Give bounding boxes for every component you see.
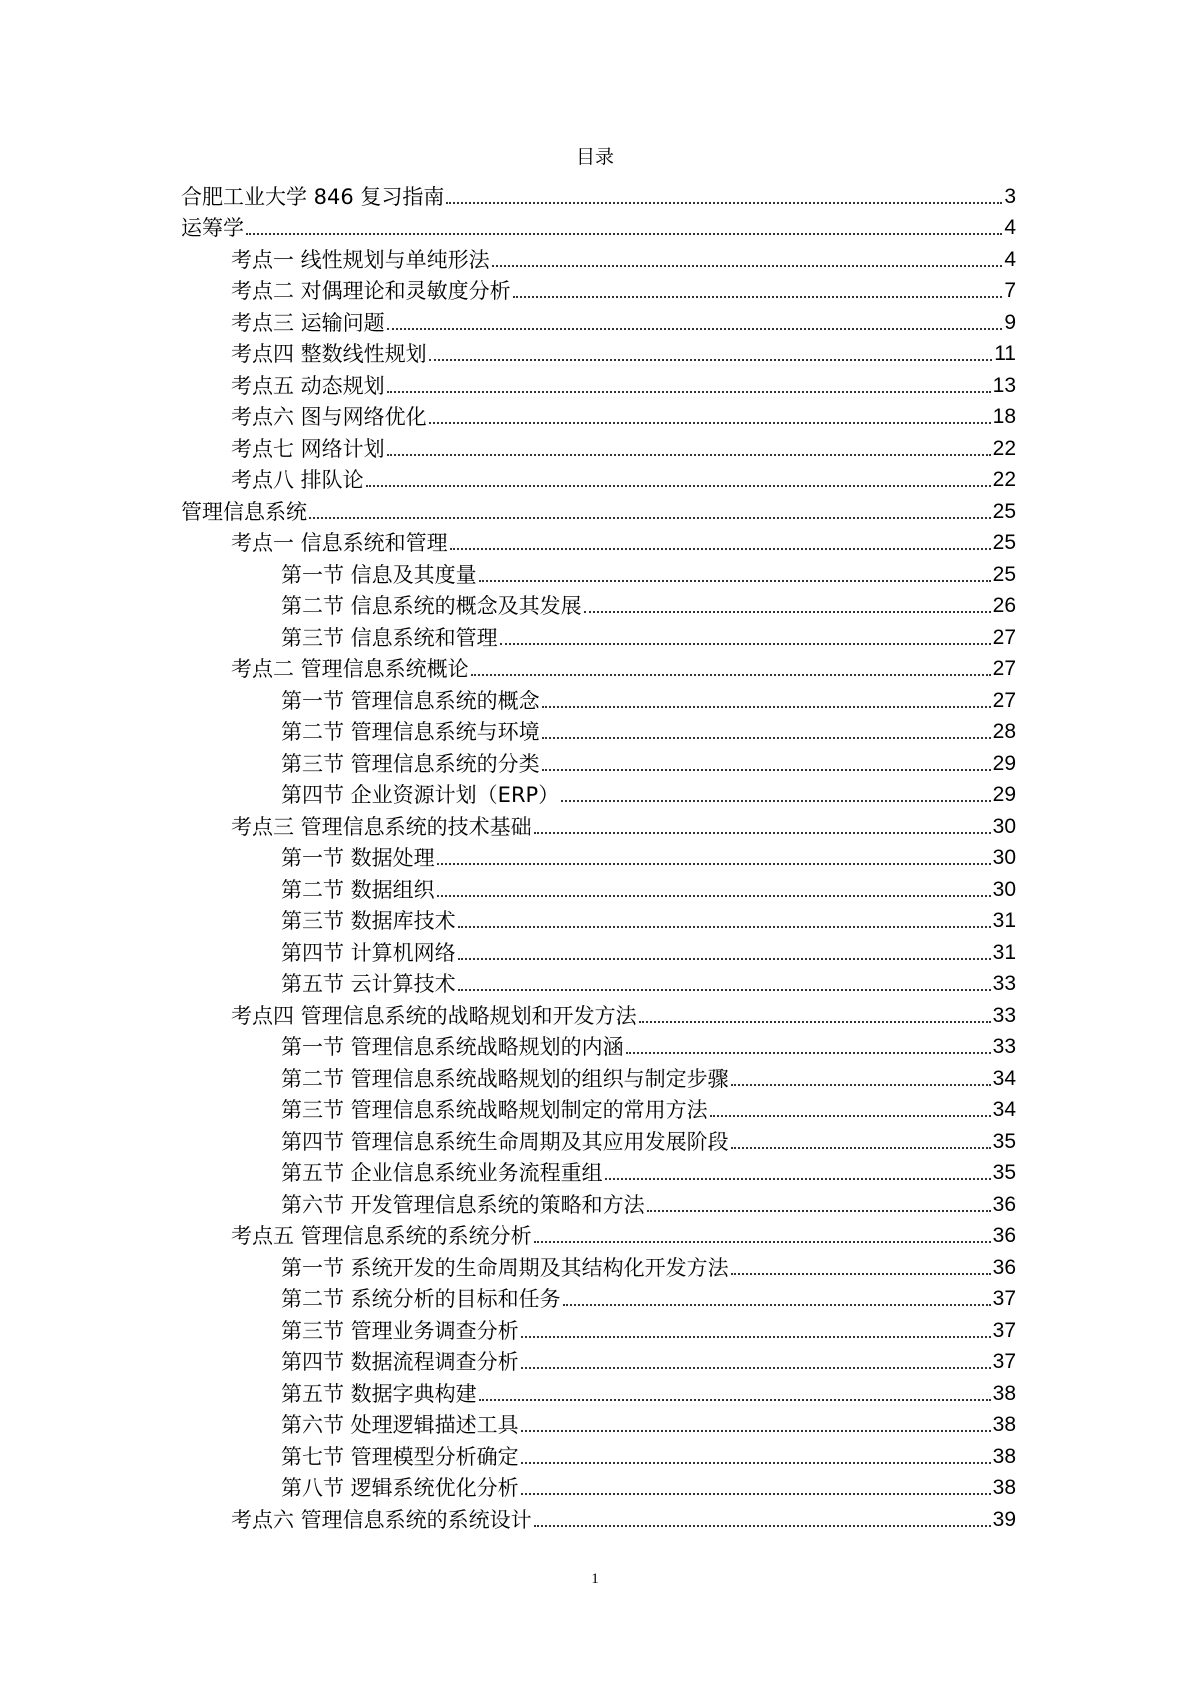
dot-leader [513, 296, 1003, 298]
toc-entry-text: 合肥工业大学 846 复习指南 [181, 184, 445, 209]
toc-entry-text: 第五节 企业信息系统业务流程重组 [281, 1161, 603, 1185]
dot-leader [647, 1210, 991, 1212]
toc-entry[interactable] [181, 1092, 1016, 1124]
toc-entry-page: 25 [992, 499, 1016, 523]
toc-entry[interactable] [181, 966, 1016, 998]
dot-leader [387, 328, 1003, 330]
dot-leader [246, 233, 1002, 235]
dot-leader [521, 1493, 991, 1495]
toc-entry-text: 考点三 管理信息系统的技术基础 [231, 814, 532, 839]
toc-entry-text: 第八节 逻辑系统优化分析 [281, 1476, 519, 1500]
dot-leader [731, 1147, 991, 1149]
toc-entry-text: 第七节 管理模型分析确定 [281, 1444, 519, 1469]
dot-leader [437, 863, 991, 865]
toc-entry[interactable] [181, 651, 1016, 683]
toc-entry-page: 25 [992, 562, 1016, 586]
toc-entry-page: 25 [992, 531, 1016, 554]
toc-entry-text: 考点二 管理信息系统概论 [231, 657, 469, 681]
dot-leader [458, 989, 991, 991]
toc-entry-text: 第一节 系统开发的生命周期及其结构化开发方法 [281, 1255, 729, 1280]
toc-entry-text: 第三节 管理信息系统的分类 [281, 751, 540, 776]
toc-entry-text: 运筹学 [181, 216, 244, 240]
toc-entry[interactable] [181, 619, 1016, 651]
toc-entry-page: 35 [992, 1129, 1016, 1153]
toc-entry-page: 30 [992, 877, 1016, 901]
toc-entry[interactable] [181, 682, 1016, 714]
toc-entry-text: 第一节 数据处理 [281, 846, 435, 870]
toc-entry-text: 第一节 信息及其度量 [281, 562, 477, 587]
dot-leader [584, 611, 991, 613]
toc-entry-page: 37 [992, 1318, 1016, 1342]
dot-leader [309, 517, 991, 519]
toc-entry[interactable] [181, 1375, 1016, 1407]
dot-leader [458, 958, 991, 960]
dot-leader [387, 391, 991, 393]
toc-entry-page: 33 [992, 972, 1016, 995]
toc-entry-page: 11 [994, 342, 1016, 365]
toc-entry[interactable] [181, 210, 1016, 242]
toc-entry-text: 第五节 数据字典构建 [281, 1381, 477, 1406]
toc-entry-page: 31 [992, 940, 1016, 964]
toc-entry[interactable] [181, 304, 1016, 336]
dot-leader [710, 1115, 991, 1117]
toc-entry-page: 37 [992, 1287, 1016, 1310]
dot-leader [521, 1367, 991, 1369]
toc-entry-text: 第三节 管理业务调查分析 [281, 1318, 519, 1343]
toc-entry-text: 第四节 数据流程调查分析 [281, 1350, 519, 1374]
toc-entry-text: 第二节 管理信息系统战略规划的组织与制定步骤 [281, 1066, 729, 1091]
toc-entry-text: 考点六 图与网络优化 [231, 405, 427, 429]
toc-entry[interactable] [181, 1312, 1016, 1344]
toc-list [181, 178, 1016, 1533]
dot-leader [446, 202, 1002, 204]
toc-entry[interactable] [181, 1060, 1016, 1092]
dot-leader [542, 769, 991, 771]
dot-leader [492, 265, 1003, 267]
toc-entry-text: 第四节 计算机网络 [281, 940, 456, 965]
toc-entry-page: 34 [992, 1098, 1016, 1121]
toc-entry-text: 第一节 管理信息系统的概念 [281, 688, 540, 713]
dot-leader [429, 422, 991, 424]
toc-entry-page: 27 [992, 688, 1016, 712]
dot-leader [437, 895, 991, 897]
toc-entry[interactable] [181, 1438, 1016, 1470]
toc-entry[interactable] [181, 336, 1016, 368]
toc-entry[interactable] [181, 808, 1016, 840]
dot-leader [521, 1430, 991, 1432]
toc-entry-page: 27 [992, 625, 1016, 649]
dot-leader [563, 1304, 991, 1306]
toc-entry[interactable] [181, 1407, 1016, 1439]
toc-entry[interactable] [181, 273, 1016, 305]
toc-entry[interactable] [181, 934, 1016, 966]
dot-leader [521, 1462, 991, 1464]
toc-entry-page: 38 [992, 1413, 1016, 1436]
toc-entry-page: 29 [992, 751, 1016, 775]
toc-entry[interactable] [181, 1470, 1016, 1502]
dot-leader [561, 800, 990, 802]
toc-entry-text: 考点八 排队论 [231, 468, 364, 492]
toc-entry-text: 考点六 管理信息系统的系统设计 [231, 1507, 532, 1532]
toc-entry-page: 29 [992, 783, 1016, 806]
dot-leader [605, 1178, 991, 1180]
toc-entry-text: 考点二 对偶理论和灵敏度分析 [231, 279, 511, 303]
toc-entry-text: 考点七 网络计划 [231, 436, 385, 461]
toc-entry-page: 22 [992, 436, 1016, 460]
toc-entry-text: 第四节 管理信息系统生命周期及其应用发展阶段 [281, 1129, 729, 1154]
dot-leader [387, 454, 991, 456]
toc-entry-text: 考点一 线性规划与单纯形法 [231, 247, 490, 272]
toc-entry-page: 22 [992, 468, 1016, 491]
toc-entry-page: 37 [992, 1350, 1016, 1373]
toc-entry-page: 26 [992, 594, 1016, 617]
dot-leader [542, 706, 991, 708]
dot-leader [534, 1241, 991, 1243]
dot-leader [479, 580, 991, 582]
toc-entry-page: 36 [992, 1192, 1016, 1216]
toc-entry[interactable] [181, 1186, 1016, 1218]
toc-entry-text: 第六节 开发管理信息系统的策略和方法 [281, 1192, 645, 1217]
toc-entry[interactable] [181, 556, 1016, 588]
toc-title: 目录 [575, 146, 614, 168]
toc-entry[interactable] [181, 1249, 1016, 1281]
toc-entry-page: 33 [992, 1035, 1016, 1058]
toc-entry[interactable] [181, 178, 1016, 210]
toc-entry[interactable] [181, 1155, 1016, 1187]
toc-entry-page: 28 [992, 720, 1016, 743]
dot-leader [534, 832, 991, 834]
toc-entry-text: 考点三 运输问题 [231, 310, 385, 335]
toc-entry-page: 4 [1004, 216, 1016, 239]
dot-leader [626, 1052, 991, 1054]
dot-leader [458, 926, 991, 928]
toc-entry-page: 34 [992, 1066, 1016, 1090]
dot-leader [471, 674, 991, 676]
toc-entry-text: 第三节 信息系统和管理 [281, 625, 498, 650]
toc-entry-text: 管理信息系统 [181, 499, 307, 524]
dot-leader [731, 1273, 991, 1275]
toc-entry-text: 第二节 管理信息系统与环境 [281, 720, 540, 744]
toc-entry-text: 考点一 信息系统和管理 [231, 531, 448, 555]
toc-entry-text: 第二节 系统分析的目标和任务 [281, 1287, 561, 1311]
toc-entry[interactable] [181, 997, 1016, 1029]
toc-entry-page: 18 [992, 405, 1016, 428]
dot-leader [731, 1084, 991, 1086]
toc-entry-page: 30 [992, 814, 1016, 838]
toc-entry[interactable] [181, 525, 1016, 557]
toc-entry-text: 考点四 管理信息系统的战略规划和开发方法 [231, 1003, 637, 1028]
dot-leader [450, 548, 991, 550]
toc-entry-page: 7 [1004, 279, 1016, 302]
page-number: 1 [591, 1571, 599, 1587]
toc-entry[interactable] [181, 493, 1016, 525]
toc-entry[interactable] [181, 777, 1016, 809]
toc-entry-text: 第五节 云计算技术 [281, 972, 456, 996]
toc-entry[interactable] [181, 1123, 1016, 1155]
toc-entry-page: 38 [992, 1476, 1016, 1499]
toc-entry-text: 考点五 管理信息系统的系统分析 [231, 1224, 532, 1248]
toc-entry[interactable] [181, 714, 1016, 746]
toc-entry-page: 31 [992, 909, 1016, 932]
toc-entry-text: 考点四 整数线性规划 [231, 342, 427, 366]
toc-entry[interactable] [181, 1501, 1016, 1533]
dot-leader [500, 643, 991, 645]
toc-entry-page: 38 [992, 1444, 1016, 1468]
dot-leader [479, 1399, 991, 1401]
toc-entry-page: 13 [992, 373, 1016, 397]
toc-entry-page: 39 [992, 1507, 1016, 1531]
dot-leader [521, 1336, 991, 1338]
toc-entry-page: 4 [1004, 247, 1016, 271]
toc-entry[interactable] [181, 840, 1016, 872]
toc-entry-text: 第二节 信息系统的概念及其发展 [281, 594, 582, 618]
toc-entry-text: 第一节 管理信息系统战略规划的内涵 [281, 1035, 624, 1059]
toc-entry[interactable] [181, 1344, 1016, 1376]
dot-leader [534, 1525, 991, 1527]
toc-entry-text: 第三节 管理信息系统战略规划制定的常用方法 [281, 1098, 708, 1122]
toc-entry[interactable] [181, 367, 1016, 399]
toc-entry-page: 33 [992, 1003, 1016, 1027]
toc-entry[interactable] [181, 1281, 1016, 1313]
toc-entry-text: 第四节 企业资源计划（ERP） [281, 783, 560, 807]
toc-entry-page: 30 [992, 846, 1016, 869]
toc-entry-page: 27 [992, 657, 1016, 680]
dot-leader [429, 359, 993, 361]
toc-entry-text: 第二节 数据组织 [281, 877, 435, 902]
toc-entry[interactable] [181, 462, 1016, 494]
toc-entry[interactable] [181, 871, 1016, 903]
toc-entry[interactable] [181, 430, 1016, 462]
toc-entry-page: 3 [1004, 184, 1016, 208]
toc-entry-page: 36 [992, 1255, 1016, 1279]
toc-entry-page: 35 [992, 1161, 1016, 1184]
toc-entry-page: 36 [992, 1224, 1016, 1247]
toc-entry-text: 考点五 动态规划 [231, 373, 385, 398]
toc-entry[interactable] [181, 745, 1016, 777]
toc-entry-page: 38 [992, 1381, 1016, 1405]
toc-entry-text: 第六节 处理逻辑描述工具 [281, 1413, 519, 1437]
toc-entry[interactable] [181, 399, 1016, 431]
dot-leader [366, 485, 991, 487]
toc-entry-text: 第三节 数据库技术 [281, 909, 456, 933]
toc-entry[interactable] [181, 241, 1016, 273]
toc-entry-page: 9 [1004, 310, 1016, 334]
toc-entry[interactable] [181, 1218, 1016, 1250]
toc-entry[interactable] [181, 1029, 1016, 1061]
toc-entry[interactable] [181, 903, 1016, 935]
dot-leader [639, 1021, 991, 1023]
toc-entry[interactable] [181, 588, 1016, 620]
dot-leader [542, 737, 991, 739]
